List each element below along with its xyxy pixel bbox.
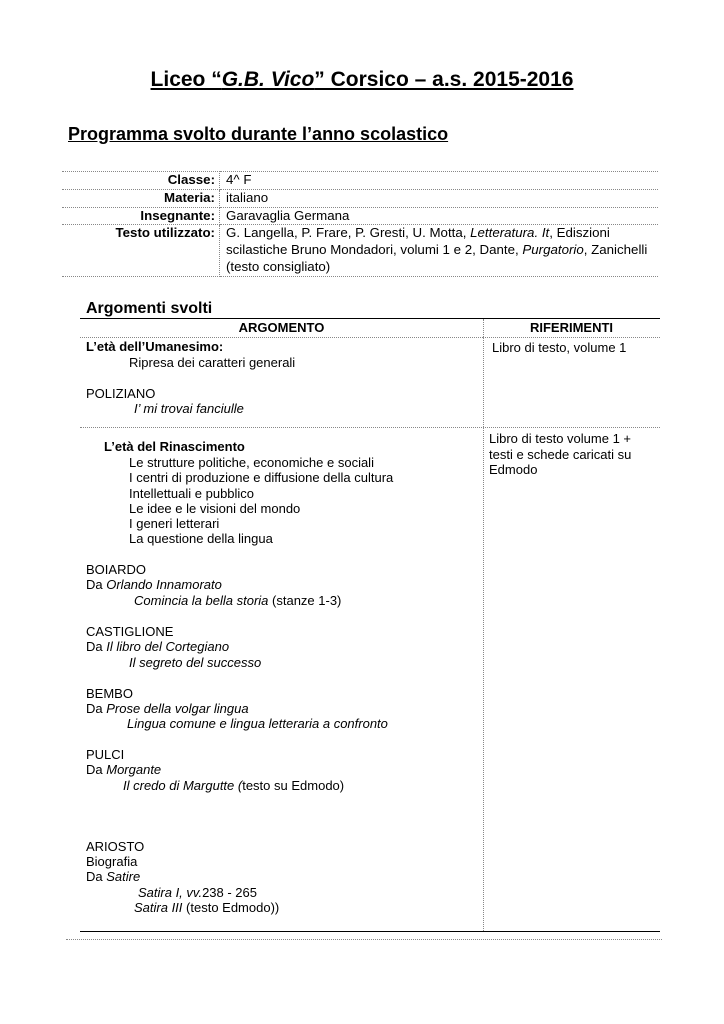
- castiglione-passage: Il segreto del successo: [129, 655, 262, 670]
- ariosto-passage: Satira III (testo Edmodo)): [134, 900, 280, 915]
- argomenti-table: [80, 318, 660, 932]
- pulci-author: PULCI: [86, 747, 125, 762]
- row-separator: [80, 427, 660, 428]
- pulci-source: Da Morgante: [86, 762, 162, 777]
- info-row-classe: [62, 172, 658, 190]
- classe-value: 4^ F: [220, 172, 659, 190]
- boiardo-author: BOIARDO: [86, 562, 146, 577]
- boiardo-source: Da Orlando Innamorato: [86, 577, 222, 592]
- section-title: Argomenti svolti: [86, 300, 213, 317]
- bottom-separator: [66, 939, 662, 940]
- castiglione-source: Da Il libro del Cortegiano: [86, 639, 230, 654]
- info-row-testo: [62, 225, 658, 276]
- rinascimento-item: Le idee e le visioni del mondo: [129, 501, 301, 516]
- insegnante-label: Insegnante:: [62, 207, 220, 225]
- materia-value: italiano: [220, 189, 659, 207]
- poliziano-author: POLIZIANO: [86, 386, 156, 401]
- umanesimo-item: Ripresa dei caratteri generali: [129, 355, 296, 370]
- info-table: [62, 171, 658, 277]
- header-argomento: ARGOMENTO: [80, 319, 483, 338]
- ref-rinascimento: Libro di testo volume 1 + testi e schede caricati su Edmodo: [489, 431, 632, 477]
- rinascimento-item: Intellettuali e pubblico: [129, 486, 255, 501]
- ariosto-author: ARIOSTO: [86, 839, 145, 854]
- rinascimento-item: La questione della lingua: [129, 531, 273, 546]
- classe-label: Classe:: [62, 172, 220, 190]
- ariosto-biografia: Biografia: [86, 854, 138, 869]
- header-riferimenti: RIFERIMENTI: [483, 319, 660, 338]
- info-row-insegnante: [62, 207, 658, 225]
- bembo-author: BEMBO: [86, 686, 133, 701]
- testo-label: Testo utilizzato:: [62, 225, 220, 276]
- page-subtitle: Programma svolto durante l’anno scolastico: [68, 124, 449, 144]
- rinascimento-item: I centri di produzione e diffusione della cultura: [129, 470, 394, 485]
- bembo-source: Da Prose della volgar lingua: [86, 701, 249, 716]
- rinascimento-item: I generi letterari: [129, 516, 220, 531]
- rinascimento-item: Le strutture politiche, economiche e sociali: [129, 455, 374, 470]
- bembo-passage: Lingua comune e lingua letteraria a confronto: [127, 716, 388, 731]
- ariosto-source: Da Satire: [86, 869, 141, 884]
- poliziano-work: I’ mi trovai fanciulle: [134, 401, 244, 416]
- info-row-materia: [62, 189, 658, 207]
- rinascimento-heading: L’età del Rinascimento: [104, 439, 245, 454]
- column-divider: [483, 319, 484, 931]
- materia-label: Materia:: [62, 189, 220, 207]
- boiardo-passage: Comincia la bella storia (stanze 1-3): [134, 593, 342, 608]
- insegnante-value: Garavaglia Germana: [220, 207, 659, 225]
- ref-umanesimo: Libro di testo, volume 1: [492, 340, 627, 355]
- umanesimo-heading: L’età dell’Umanesimo:: [86, 339, 224, 354]
- pulci-passage: Il credo di Margutte (testo su Edmodo): [123, 778, 345, 793]
- page-title: Liceo “G.B. Vico” Corsico – a.s. 2015-2016: [150, 68, 574, 91]
- ariosto-passage: Satira I, vv.238 - 265: [138, 885, 257, 900]
- castiglione-author: CASTIGLIONE: [86, 624, 174, 639]
- testo-value: G. Langella, P. Frare, P. Gresti, U. Motta, Letteratura. It, Ediszioni scilastiche Bruno Mondadori, volumi 1 e 2, Dante, Purgatorio, Zanichelli (testo consigliato): [220, 225, 659, 276]
